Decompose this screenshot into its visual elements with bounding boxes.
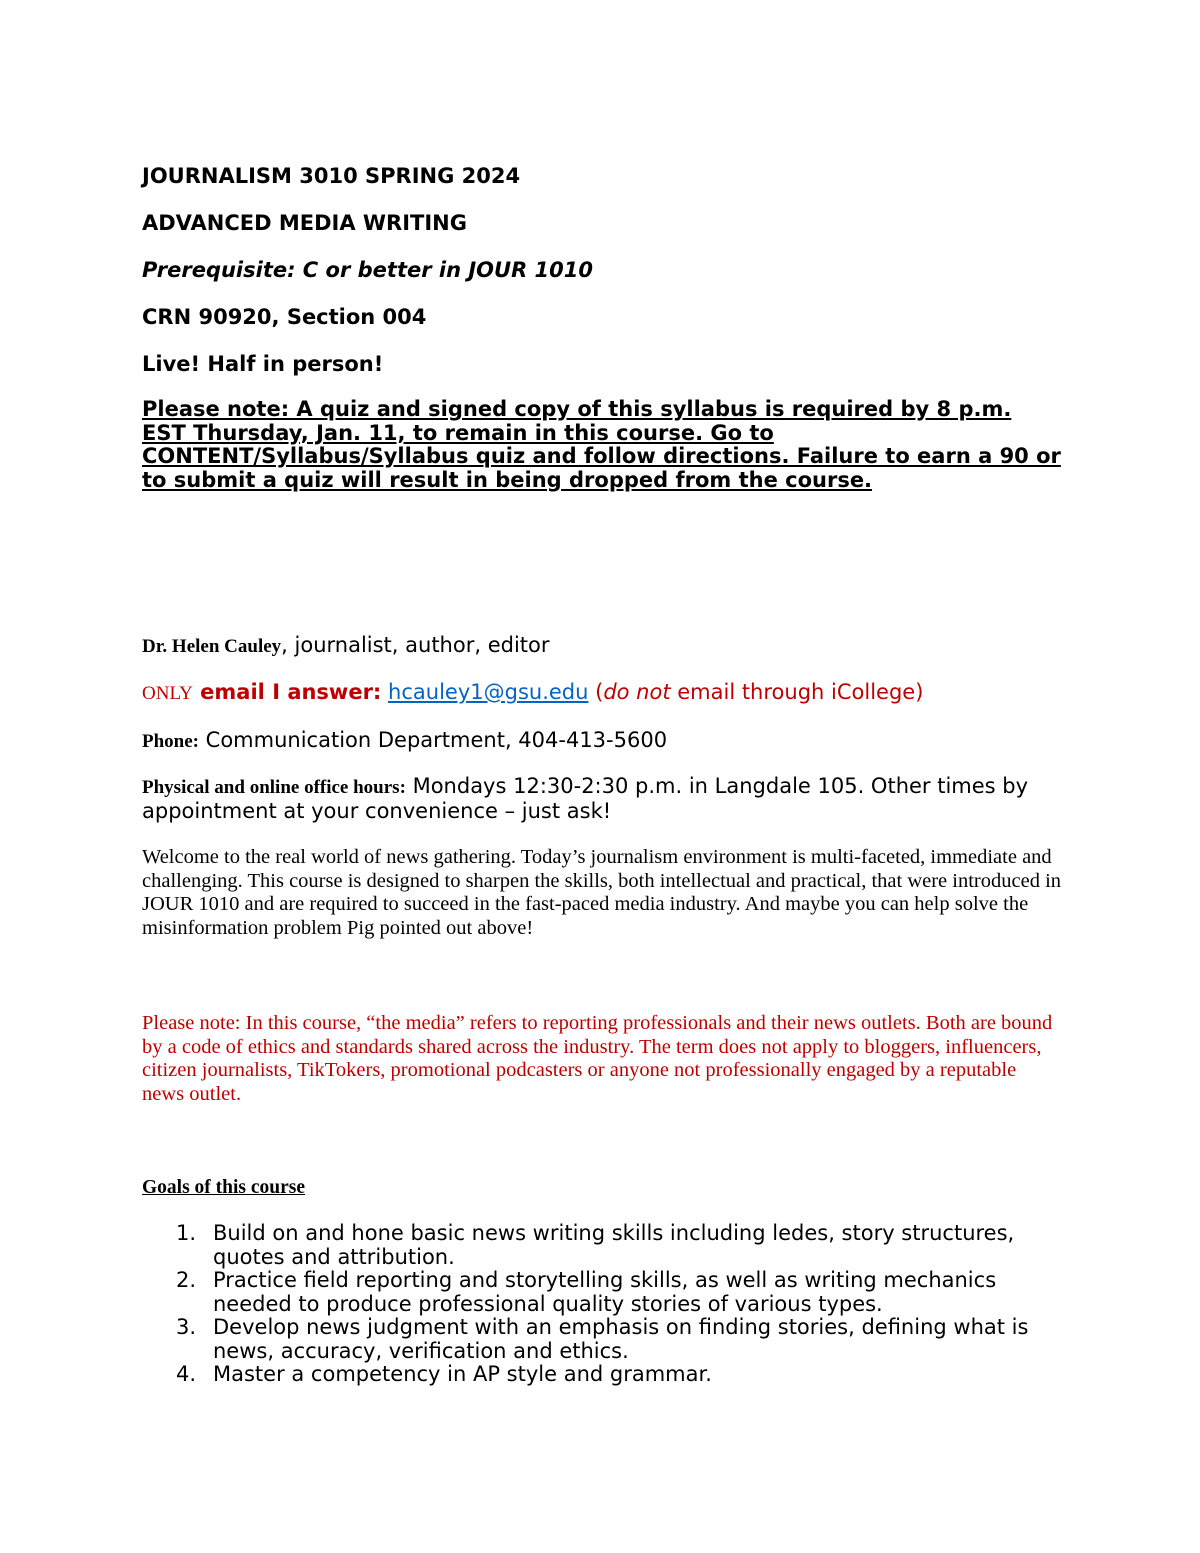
class-format: Live! Half in person! — [142, 352, 384, 376]
course-title: JOURNALISM 3010 SPRING 2024 — [142, 164, 521, 188]
instructor-roles: , journalist, author, editor — [281, 633, 550, 657]
email-label: email I answer: — [192, 680, 382, 704]
goal-item — [142, 1316, 1062, 1363]
office-hours — [142, 775, 1062, 824]
phone-value: Communication Department, 404-413-5600 — [199, 728, 668, 752]
goal-text: Master a competency in AP style and grammar. — [213, 1362, 712, 1386]
email-paren: ( — [588, 680, 604, 704]
office-hours-value: Mondays 12:30-2:30 p.m. in Langdale 105. Other times by appointment at your convenience – just ask! — [142, 774, 1029, 823]
instructor-line — [142, 633, 550, 659]
phone-line — [142, 728, 667, 754]
email-only: ONLY — [142, 683, 193, 704]
welcome-paragraph: Welcome to the real world of news gathering. Today’s journalism environment is multi-faceted, immediate and challenging. This course is designed to sharpen the skills, both intellectual and practical, that were introduced in JOUR 1010 and are required to succeed in the fast-paced media industry. And maybe you can help solve the misinformation problem Pig pointed out above! — [142, 846, 1062, 939]
syllabus-quiz-notice: Please note: A quiz and signed copy of this syllabus is required by 8 p.m. EST Thursday, Jan. 11, to remain in this course. Go to CONTENT/Syllabus/Syllabus quiz and follow directions. Failure to earn a 90 or to submit a quiz will result in being dropped from the course. — [142, 397, 1061, 492]
goal-text: Build on and hone basic news writing skills including ledes, story structures, quotes and attribution. — [213, 1221, 1015, 1269]
media-definition-note: Please note: In this course, “the media” refers to reporting professionals and their news outlets. Both are bound by a code of ethics and standards shared across the industry. The term does not apply to bloggers, influencers, citizen journalists, TikTokers, promotional podcasters or anyone not professionally engaged by a reputable news outlet. — [142, 1012, 1053, 1105]
goal-item — [142, 1222, 1062, 1269]
instructor-name: Dr. Helen Cauley — [142, 636, 282, 657]
goal-number: 3. — [176, 1315, 197, 1339]
course-name: ADVANCED MEDIA WRITING — [142, 211, 467, 235]
goal-text: Develop news judgment with an emphasis on finding stories, defining what is news, accuracy, verification and ethics. — [213, 1315, 1029, 1363]
crn-section: CRN 90920, Section 004 — [142, 305, 427, 329]
goal-number: 1. — [176, 1221, 197, 1245]
goals-list — [142, 1222, 1062, 1387]
email-link[interactable]: hcauley1@gsu.edu — [388, 680, 589, 704]
goal-item — [142, 1363, 1062, 1387]
goal-number: 4. — [176, 1362, 197, 1386]
prerequisite: Prerequisite: C or better in JOUR 1010 — [142, 258, 593, 282]
goal-item — [142, 1269, 1062, 1316]
goals-heading: Goals of this course — [142, 1177, 306, 1198]
email-do-not: do not — [603, 680, 671, 704]
email-rest: email through iCollege) — [670, 680, 924, 704]
office-hours-label: Physical and online office hours: — [142, 777, 406, 798]
email-line — [142, 680, 923, 706]
goal-number: 2. — [176, 1268, 197, 1292]
goal-text: Practice field reporting and storytelling skills, as well as writing mechanics needed to produce professional quality stories of various types. — [213, 1268, 997, 1316]
phone-label: Phone: — [142, 731, 199, 752]
